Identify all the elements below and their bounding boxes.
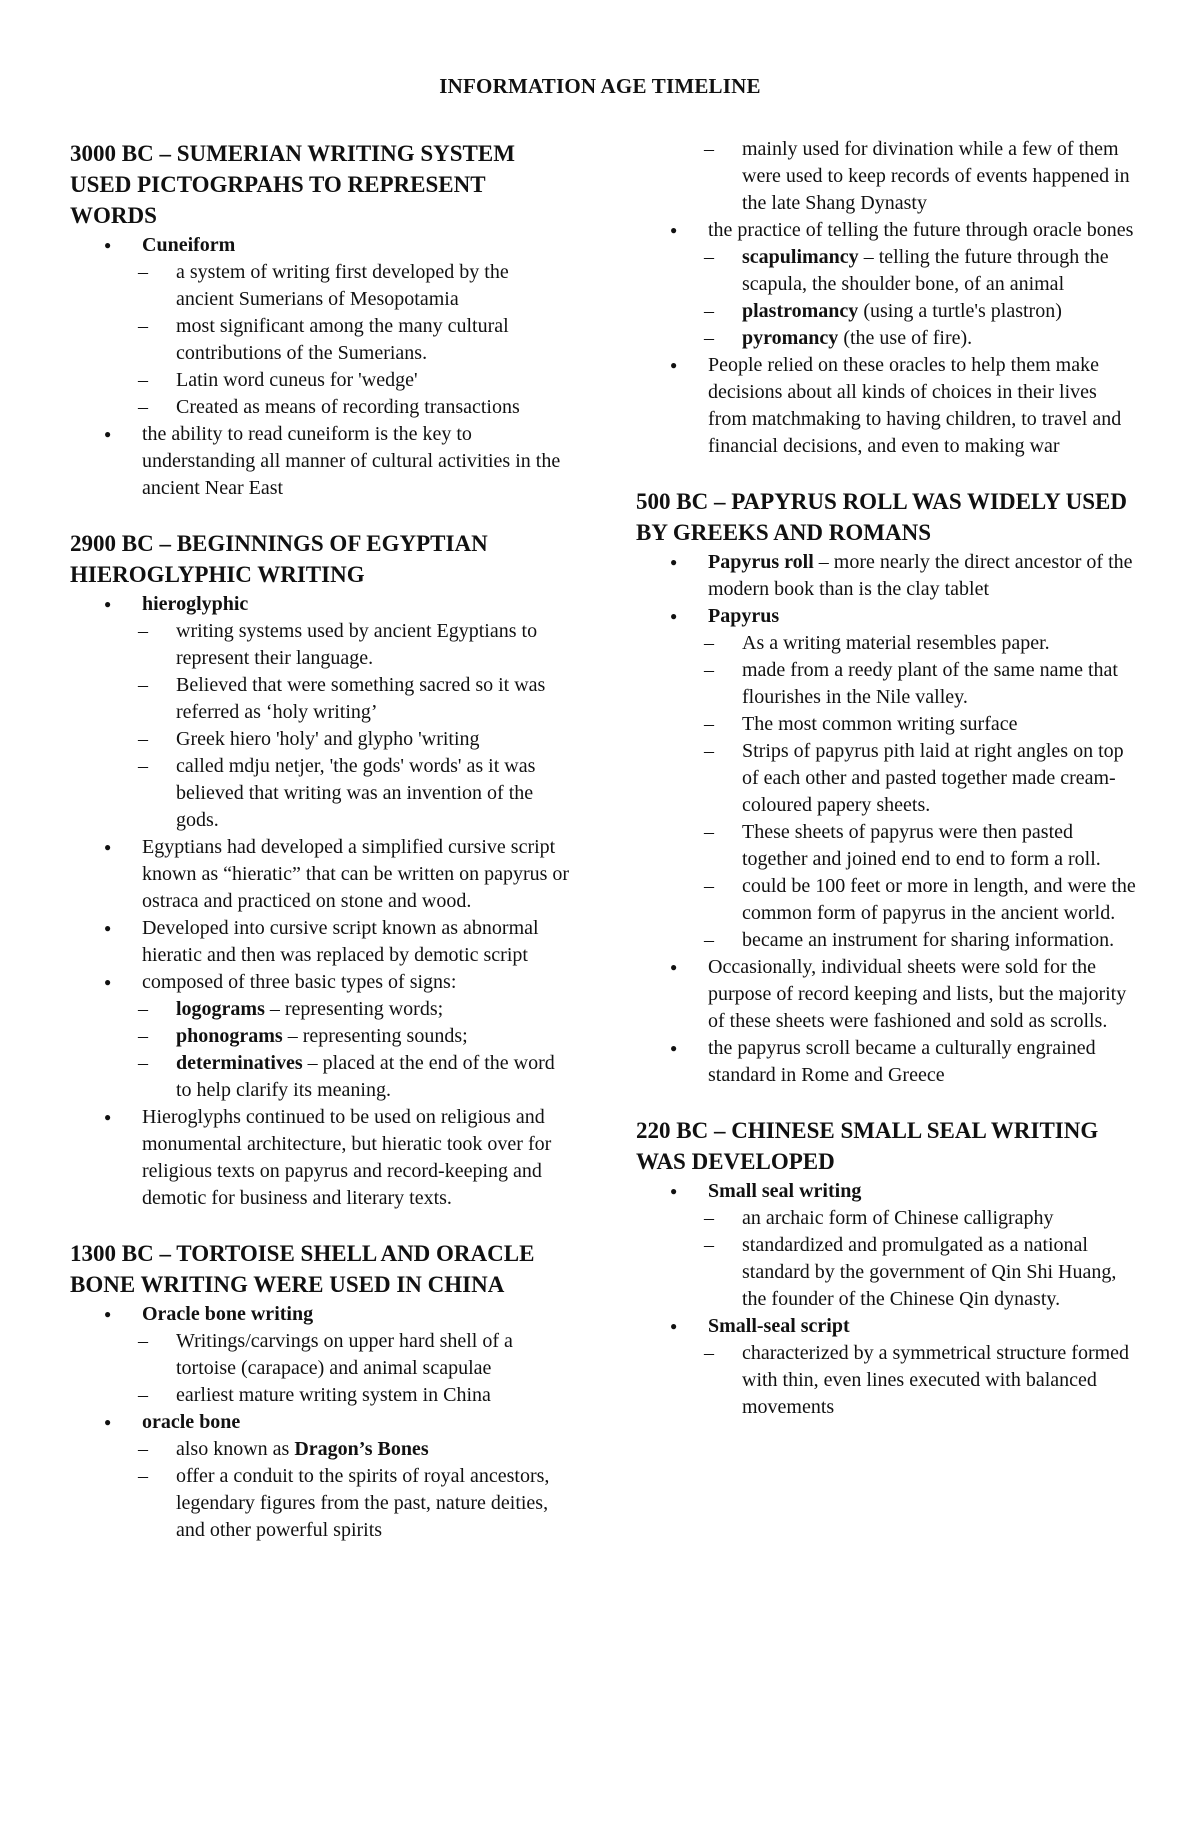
- bullet-item: [636, 1313, 1136, 1340]
- bullet-item: [70, 232, 570, 259]
- section-heading: 3000 BC – SUMERIAN WRITING SYSTEM USED PICTOGRPAHS TO REPRESENT WORDS: [70, 141, 515, 228]
- item-text: (the use of fire).: [838, 327, 973, 349]
- item-text: – representing words;: [264, 998, 444, 1020]
- item-text: – telling the future through the scapula, the shoulder bone, of an animal: [742, 246, 1109, 295]
- item-text: – representing sounds;: [282, 1025, 468, 1047]
- item-text: These sheets of papyrus were then pasted together and joined end to end to form a roll.: [742, 821, 1101, 870]
- dash-subitem: [70, 1050, 570, 1104]
- section-heading: 500 BC – PAPYRUS ROLL WAS WIDELY USED BY GREEKS AND ROMANS: [636, 489, 1127, 545]
- section-heading: 2900 BC – BEGINNINGS OF EGYPTIAN HIEROGLYPHIC WRITING: [70, 531, 488, 587]
- dash-subitem: [636, 738, 1136, 819]
- dash-subitem: [70, 367, 570, 394]
- bullet-item: [70, 1104, 570, 1212]
- bold-term: Dragon’s Bones: [294, 1438, 429, 1460]
- section-heading: 1300 BC – TORTOISE SHELL AND ORACLE BONE WRITING WERE USED IN CHINA: [70, 1241, 535, 1297]
- bold-term: phonograms: [176, 1025, 283, 1047]
- page-title: INFORMATION AGE TIMELINE: [439, 74, 761, 98]
- bullet-item: [70, 915, 570, 969]
- bold-term: Papyrus: [708, 605, 780, 627]
- left-column: [70, 138, 570, 1570]
- item-text: writing systems used by ancient Egyptians to represent their language.: [176, 620, 538, 669]
- item-text: called mdju netjer, 'the gods' words' as it was believed that writing was an invention of the gods.: [176, 755, 536, 831]
- item-text: Believed that were something sacred so it was referred as ‘holy writing’: [176, 674, 546, 723]
- item-text: – more nearly the direct ancestor of the modern book than is the clay tablet: [708, 551, 1133, 600]
- item-text: made from a reedy plant of the same name that flourishes in the Nile valley.: [742, 659, 1118, 708]
- dash-subitem: [636, 657, 1136, 711]
- item-text: the practice of telling the future through oracle bones: [708, 219, 1134, 241]
- item-text: the ability to read cuneiform is the key to understanding all manner of cultural activities in the ancient Near East: [142, 423, 561, 499]
- dash-subitem: [636, 298, 1136, 325]
- dash-subitem: [636, 244, 1136, 298]
- dash-subitem: [636, 136, 1136, 217]
- item-text: Writings/carvings on upper hard shell of a tortoise (carapace) and animal scapulae: [176, 1330, 513, 1379]
- item-text: offer a conduit to the spirits of royal ancestors, legendary figures from the past, nature deities, and other powerful spirits: [176, 1465, 550, 1541]
- item-text: characterized by a symmetrical structure formed with thin, even lines executed with balanced movements: [742, 1342, 1130, 1418]
- dash-subitem: [70, 394, 570, 421]
- bullet-item: [70, 1301, 570, 1328]
- item-text: also known as: [176, 1438, 295, 1460]
- section-heading: 220 BC – CHINESE SMALL SEAL WRITING WAS DEVELOPED: [636, 1118, 1099, 1174]
- bold-term: logograms: [176, 998, 265, 1020]
- bold-term: Small-seal script: [708, 1315, 850, 1337]
- dash-subitem: [636, 1340, 1136, 1421]
- dash-subitem: [636, 1232, 1136, 1313]
- bullet-item: [70, 591, 570, 618]
- bullet-item: [70, 421, 570, 502]
- timeline-section: [70, 138, 570, 502]
- item-text: Strips of papyrus pith laid at right angles on top of each other and pasted together made cream-coloured papery sheets.: [742, 740, 1124, 816]
- dash-subitem: [70, 753, 570, 834]
- right-column: [636, 136, 1136, 1447]
- dash-subitem: [636, 873, 1136, 927]
- bullet-item: [70, 969, 570, 996]
- timeline-section: [70, 1238, 570, 1544]
- dash-subitem: [636, 1205, 1136, 1232]
- timeline-section: [70, 528, 570, 1212]
- bold-term: determinatives: [176, 1052, 303, 1074]
- item-text: – placed at the end of the word to help clarify its meaning.: [176, 1052, 555, 1101]
- bold-term: Papyrus roll: [708, 551, 814, 573]
- dash-subitem: [70, 1382, 570, 1409]
- item-text: a system of writing first developed by the ancient Sumerians of Mesopotamia: [176, 261, 509, 310]
- bullet-item: [636, 954, 1136, 1035]
- dash-subitem: [70, 1328, 570, 1382]
- bold-term: hieroglyphic: [142, 593, 249, 615]
- dash-subitem: [70, 1463, 570, 1544]
- item-text: Created as means of recording transactions: [176, 396, 520, 418]
- item-text: People relied on these oracles to help them make decisions about all kinds of choices in their lives from matchmaking to having children, to travel and financial decisions, and even to making war: [708, 354, 1122, 457]
- dash-subitem: [70, 1436, 570, 1463]
- item-text: the papyrus scroll became a culturally engrained standard in Rome and Greece: [708, 1037, 1096, 1086]
- bold-term: pyromancy: [742, 327, 839, 349]
- item-text: Developed into cursive script known as abnormal hieratic and then was replaced by demotic script: [142, 917, 539, 966]
- item-text: composed of three basic types of signs:: [142, 971, 457, 993]
- dash-subitem: [70, 618, 570, 672]
- item-text: most significant among the many cultural contributions of the Sumerians.: [176, 315, 509, 364]
- item-text: standardized and promulgated as a national standard by the government of Qin Shi Huang, the founder of the Chinese Qin dynasty.: [742, 1234, 1117, 1310]
- timeline-section: [636, 1115, 1136, 1421]
- item-text: As a writing material resembles paper.: [742, 632, 1050, 654]
- dash-subitem: [70, 313, 570, 367]
- dash-subitem: [636, 927, 1136, 954]
- bold-term: plastromancy: [742, 300, 859, 322]
- dash-subitem: [70, 1023, 570, 1050]
- item-text: (using a turtle's plastron): [858, 300, 1062, 322]
- item-text: Egyptians had developed a simplified cursive script known as “hieratic” that can be written on papyrus or ostraca and practiced on stone and wood.: [142, 836, 570, 912]
- item-text: earliest mature writing system in China: [176, 1384, 491, 1406]
- bullet-item: [70, 1409, 570, 1436]
- item-text: could be 100 feet or more in length, and were the common form of papyrus in the ancient world.: [742, 875, 1136, 924]
- bold-term: oracle bone: [142, 1411, 241, 1433]
- item-text: Latin word cuneus for 'wedge': [176, 369, 418, 391]
- bold-term: Cuneiform: [142, 234, 236, 256]
- item-text: Occasionally, individual sheets were sold for the purpose of record keeping and lists, but the majority of these sheets were fashioned and sold as scrolls.: [708, 956, 1127, 1032]
- bullet-item: [636, 217, 1136, 244]
- dash-subitem: [70, 672, 570, 726]
- dash-subitem: [636, 630, 1136, 657]
- bold-term: scapulimancy: [742, 246, 859, 268]
- dash-subitem: [636, 819, 1136, 873]
- item-text: mainly used for divination while a few of them were used to keep records of events happened in the late Shang Dynasty: [742, 138, 1130, 214]
- bold-term: Small seal writing: [708, 1180, 862, 1202]
- item-text: Greek hiero 'holy' and glypho 'writing: [176, 728, 480, 750]
- bullet-item: [636, 1178, 1136, 1205]
- timeline-section: [636, 486, 1136, 1089]
- bullet-item: [636, 352, 1136, 460]
- item-text: an archaic form of Chinese calligraphy: [742, 1207, 1054, 1229]
- bullet-item: [70, 834, 570, 915]
- bold-term: Oracle bone writing: [142, 1303, 314, 1325]
- dash-subitem: [636, 325, 1136, 352]
- item-text: became an instrument for sharing information.: [742, 929, 1115, 951]
- item-text: The most common writing surface: [742, 713, 1018, 735]
- timeline-section: [636, 136, 1136, 460]
- dash-subitem: [70, 726, 570, 753]
- bullet-item: [636, 603, 1136, 630]
- dash-subitem: [70, 996, 570, 1023]
- item-text: Hieroglyphs continued to be used on religious and monumental architecture, but hieratic took over for religious texts on papyrus and record-keeping and demotic for business and literary texts.: [142, 1106, 552, 1209]
- bullet-item: [636, 549, 1136, 603]
- dash-subitem: [636, 711, 1136, 738]
- bullet-item: [636, 1035, 1136, 1089]
- dash-subitem: [70, 259, 570, 313]
